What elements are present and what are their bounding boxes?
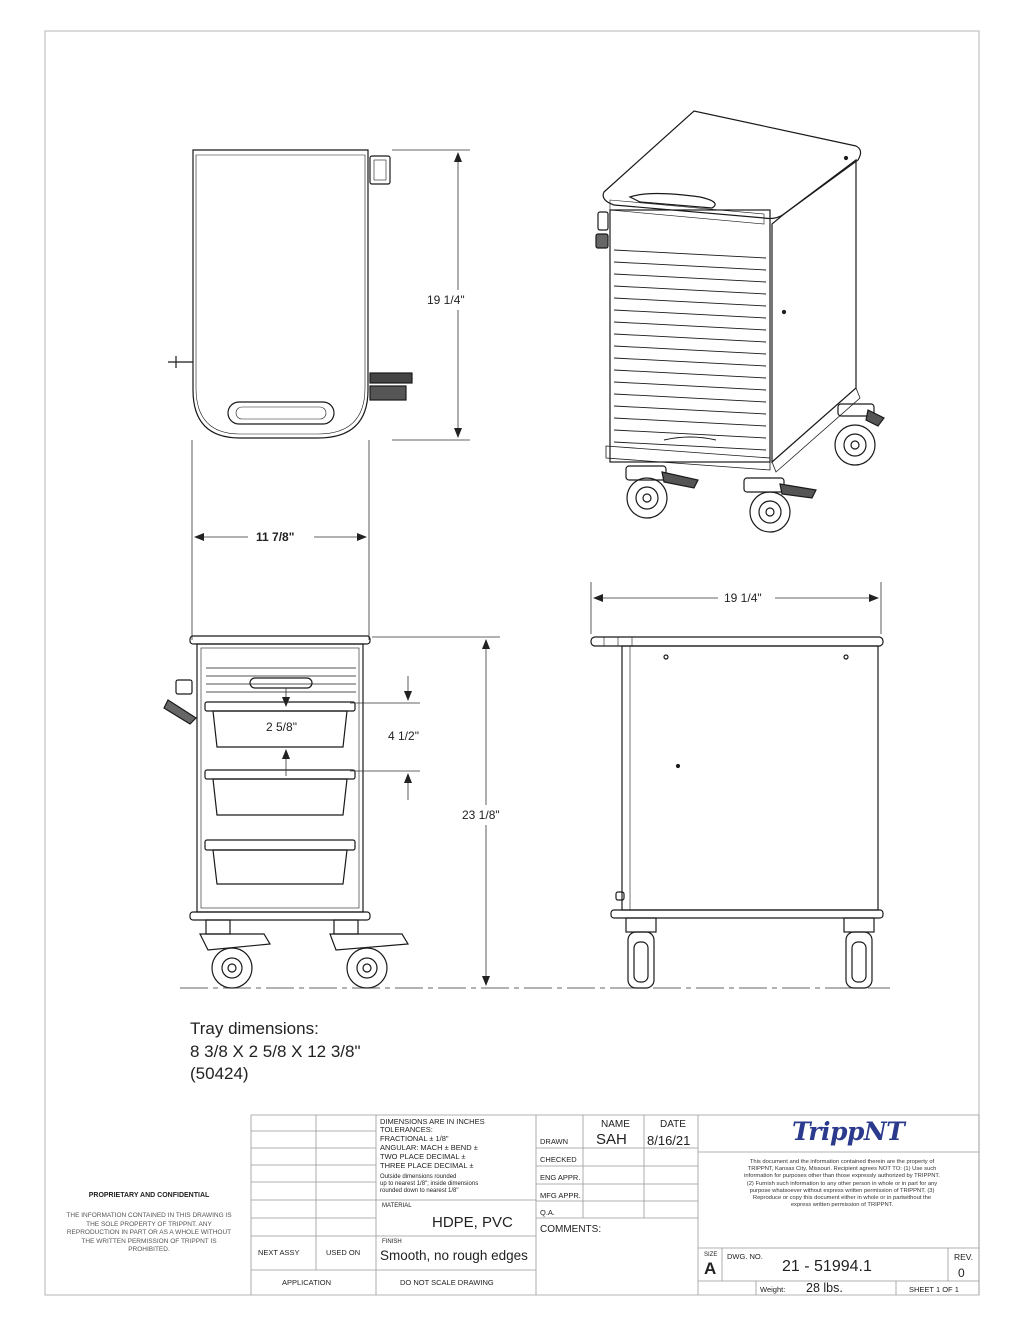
finish-label: FINISH: [382, 1239, 402, 1245]
sheet-border: [45, 31, 979, 1295]
front-caster-left: [200, 920, 270, 988]
tolerance-line-2: TOLERANCES:: [380, 1125, 433, 1134]
iso-caster-front-left: [626, 466, 698, 518]
trippnt-logo: TrippNT: [792, 1117, 905, 1146]
material-label: MATERIAL: [382, 1203, 412, 1209]
dwg-no-label: DWG. NO.: [727, 1252, 763, 1261]
tray-note-part: (50424): [190, 1064, 249, 1083]
checked-label: CHECKED: [540, 1155, 577, 1164]
date-header: DATE: [660, 1119, 686, 1130]
used-on-label: USED ON: [326, 1248, 361, 1257]
rounding-line-3: rounded down to nearest 1/8": [380, 1188, 459, 1194]
disclaimer-text: This document and the information contained therein are the property of TRIPPNT, Kansas City, Missouri. Recipient agrees NOT TO: (1) Use such information for purposes other than those expressly authorized by TRIPPNT. (2) Furnish such information to any other person in whole or in part for any purpose whatsoever without express written permission of TRIPPNT. (3) Reproduce or copy this document either in whole or in partwithout the express written permission of TRIPPNT.: [744, 1159, 940, 1209]
tolerance-line-5: TWO PLACE DECIMAL ±: [380, 1152, 466, 1161]
qa-label: Q.A.: [540, 1208, 556, 1217]
dim-label-top-height: 19 1/4": [427, 293, 465, 307]
dim-label-drawer-pitch: 4 1/2": [388, 729, 419, 743]
tolerance-line-6: THREE PLACE DECIMAL ±: [380, 1161, 474, 1170]
top-view: [168, 150, 412, 438]
comments-label: COMMENTS:: [540, 1224, 602, 1235]
weight-label: Weight:: [760, 1285, 786, 1294]
size-label: SIZE: [704, 1252, 718, 1258]
isometric-view: [596, 111, 884, 532]
tolerance-line-1: DIMENSIONS ARE IN INCHES: [380, 1117, 485, 1126]
finish-value: Smooth, no rough edges: [380, 1248, 528, 1263]
application-label: APPLICATION: [282, 1278, 332, 1287]
eng-appr-label: ENG APPR.: [540, 1173, 581, 1182]
rev-value: 0: [958, 1266, 965, 1280]
tray-note-title: Tray dimensions:: [190, 1019, 319, 1038]
front-caster-right: [330, 920, 408, 988]
tray-note-size: 8 3/8 X 2 5/8 X 12 3/8": [190, 1041, 361, 1061]
weight-value: 28 lbs.: [806, 1281, 843, 1295]
name-header: NAME: [601, 1119, 630, 1130]
rev-label: REV.: [954, 1252, 974, 1262]
dim-side-width: [591, 582, 881, 634]
drawn-date: 8/16/21: [647, 1133, 691, 1148]
iso-caster-front-right: [744, 478, 816, 532]
side-caster-right: [844, 918, 874, 988]
mfg-appr-label: MFG APPR.: [540, 1191, 581, 1200]
tolerance-line-3: FRACTIONAL ± 1/8": [380, 1134, 449, 1143]
rounding-line-1: Outside dimensions rounded: [380, 1174, 457, 1180]
material-value: HDPE, PVC: [432, 1214, 513, 1231]
dwg-no-value: 21 - 51994.1: [782, 1258, 872, 1275]
tolerance-line-4: ANGULAR: MACH ± BEND ±: [380, 1143, 478, 1152]
sheet-label: SHEET 1 OF 1: [909, 1285, 959, 1294]
drawn-name: SAH: [596, 1131, 627, 1148]
do-not-scale-label: DO NOT SCALE DRAWING: [400, 1278, 494, 1287]
side-caster-left: [626, 918, 656, 988]
drawn-label: DRAWN: [540, 1137, 569, 1146]
size-value: A: [704, 1259, 717, 1278]
side-view: [591, 637, 883, 988]
rounding-line-2: up to nearest 1/8"; inside dimensions: [380, 1181, 479, 1187]
dim-label-side-width: 19 1/4": [724, 591, 762, 605]
drawer-2: [205, 770, 355, 815]
dim-label-tray-height: 2 5/8": [266, 720, 297, 734]
drawer-3: [205, 840, 355, 884]
roll-shutter: [614, 250, 766, 450]
dim-label-overall-height: 23 1/8": [462, 808, 500, 822]
dim-label-top-width: 11 7/8": [256, 530, 295, 544]
next-assy-label: NEXT ASSY: [258, 1248, 300, 1257]
tray-note: [190, 1018, 361, 1086]
proprietary-text: THE INFORMATION CONTAINED IN THIS DRAWING IS THE SOLE PROPERTY OF TRIPPNT. ANY REPRODUCTION IN PART OR AS A WHOLE WITHOUT THE WRITTEN PERMISSION OF TRIPPNT IS PROHIBITED.: [66, 1212, 232, 1253]
proprietary-title: PROPRIETARY AND CONFIDENTIAL: [88, 1192, 210, 1199]
